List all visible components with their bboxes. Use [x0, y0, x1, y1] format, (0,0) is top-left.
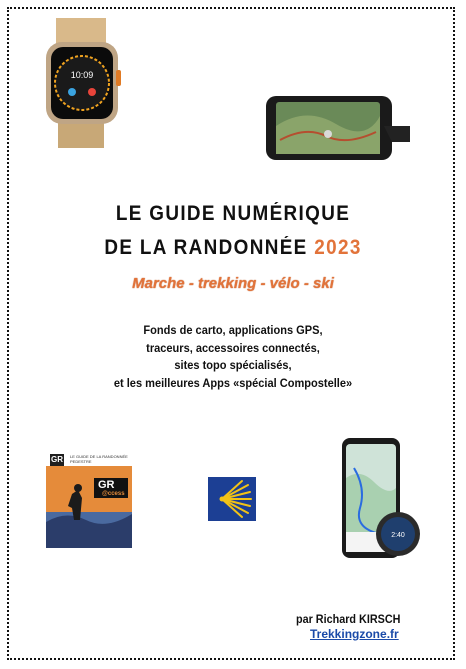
- smartwatch-image: [42, 18, 122, 148]
- title-year: 2023: [314, 236, 362, 259]
- description-line: et les meilleures Apps «spécial Compostelle»: [113, 375, 353, 390]
- website-link[interactable]: Trekkingzone.fr: [310, 627, 399, 641]
- gr-book-illustration: [46, 452, 132, 548]
- author: par Richard KIRSCH: [296, 612, 401, 626]
- book-brand: GR: [98, 479, 115, 491]
- title-line-2: [23, 236, 442, 260]
- title-text: DE LA RANDONNÉE: [104, 236, 308, 259]
- phone-map-image: [340, 438, 424, 562]
- description-line: sites topo spécialisés,: [174, 358, 292, 372]
- title-line-1: LE GUIDE NUMÉRIQUE: [115, 202, 351, 225]
- description-line: Fonds de carto, applications GPS,: [143, 323, 323, 337]
- svg-text:2:40: 2:40: [391, 532, 405, 539]
- gps-device-image: [266, 96, 412, 160]
- book-brand-sub: @ccess: [102, 491, 125, 497]
- gr-book-cover: [46, 452, 132, 548]
- gr-logo: GR: [51, 455, 63, 464]
- svg-text:10:09: 10:09: [70, 70, 94, 80]
- description-line: traceurs, accessoires connectés,: [146, 340, 320, 355]
- book-tagline: LE GUIDE DE LA RANDONNÉE PEDESTRE: [70, 454, 128, 464]
- scallop-shell-icon: [208, 477, 256, 521]
- subtitle: Marche - trekking - vélo - ski: [132, 275, 334, 292]
- description: [19, 322, 448, 392]
